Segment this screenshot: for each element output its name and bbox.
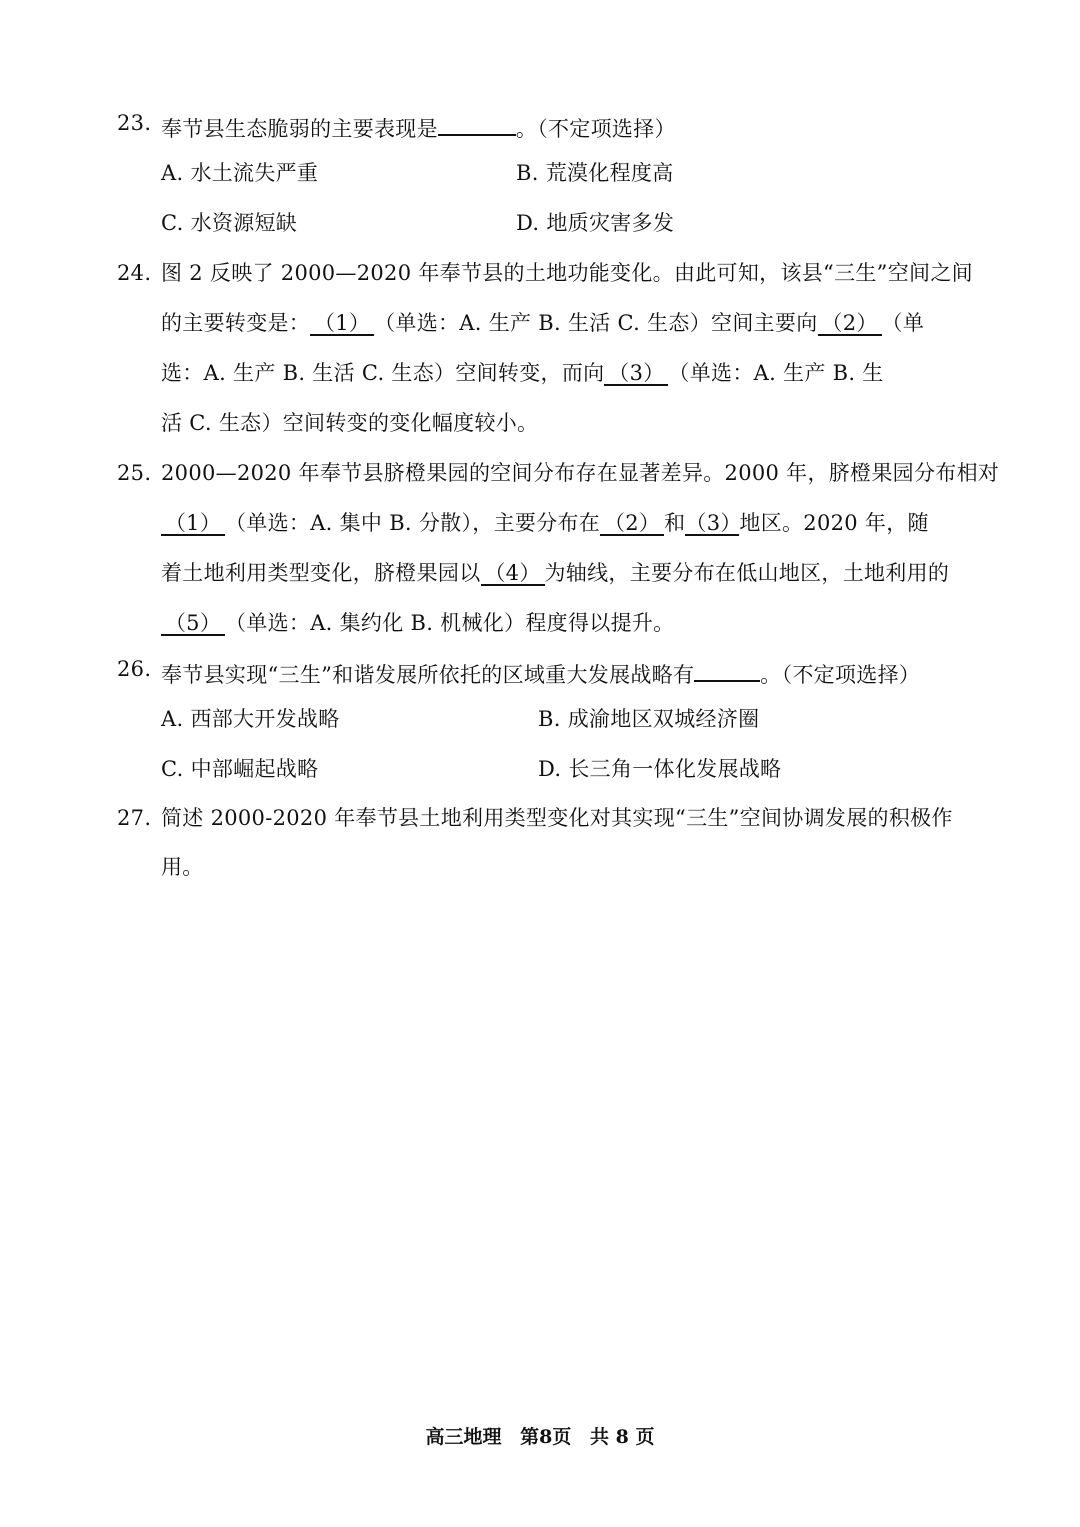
option-text: 中部崛起战略 bbox=[190, 757, 319, 781]
answer-blank-4[interactable]: （4） bbox=[481, 558, 545, 586]
option-key: C. bbox=[161, 757, 184, 781]
text-segment: （单选：A. 生产 B. 生活 C. 生态）空间主要向 bbox=[374, 311, 818, 335]
answer-blank-3[interactable]: （3） bbox=[604, 358, 668, 386]
question-number: 26. bbox=[117, 657, 152, 681]
text-segment: （单 bbox=[881, 311, 925, 335]
question-text-line-2 bbox=[161, 508, 929, 538]
option-text: 荒漠化程度高 bbox=[545, 161, 674, 185]
text-segment: 选：A. 生产 B. 生活 C. 生态）空间转变，而向 bbox=[161, 361, 605, 385]
text-segment: 和 bbox=[664, 511, 686, 535]
option-key: D. bbox=[538, 757, 562, 781]
option-key: B. bbox=[538, 707, 561, 731]
option-text: 西部大开发战略 bbox=[190, 707, 340, 731]
answer-blank-2[interactable]: （2） bbox=[818, 308, 882, 336]
answer-blank[interactable] bbox=[438, 108, 516, 136]
answer-blank-3[interactable]: （3） bbox=[685, 508, 739, 536]
answer-blank-1[interactable]: （1） bbox=[310, 308, 374, 336]
option-key: C. bbox=[161, 211, 184, 235]
question-text-line-1: 简述 2000-2020 年奉节县土地利用类型变化对其实现“三生”空间协调发展的积极作 bbox=[161, 806, 953, 830]
footer-total-pages: 共 8 页 bbox=[590, 1426, 655, 1448]
answer-blank[interactable] bbox=[694, 654, 760, 682]
answer-blank-5[interactable]: （5） bbox=[161, 608, 225, 636]
question-text-line-4: 活 C. 生态）空间转变的变化幅度较小。 bbox=[161, 411, 539, 435]
question-number: 25. bbox=[117, 461, 152, 485]
option-text: 成渝地区双城经济圈 bbox=[567, 707, 760, 731]
text-segment: （单选：A. 集约化 B. 机械化）程度得以提升。 bbox=[225, 611, 675, 635]
question-text-line-3 bbox=[161, 558, 949, 588]
option-key: A. bbox=[161, 707, 184, 731]
footer-subject: 高三地理 bbox=[425, 1426, 502, 1448]
question-text-line-1: 2000—2020 年奉节县脐橙果园的空间分布存在显著差异。2000 年，脐橙果园分布相对 bbox=[161, 461, 1000, 485]
text-segment: 的主要转变是： bbox=[161, 311, 311, 335]
text-segment: （单选：A. 生产 B. 生 bbox=[668, 361, 884, 385]
question-text-line-3 bbox=[161, 358, 884, 388]
option-key: B. bbox=[516, 161, 539, 185]
option-c bbox=[161, 208, 297, 238]
question-number: 27. bbox=[117, 806, 152, 830]
option-text: 水土流失严重 bbox=[190, 161, 319, 185]
question-number: 23. bbox=[117, 111, 152, 135]
text-segment: （单选：A. 集中 B. 分散），主要分布在 bbox=[225, 511, 601, 535]
question-text-line-1: 图 2 反映了 2000—2020 年奉节县的土地功能变化。由此可知，该县“三生”空间之间 bbox=[161, 261, 973, 285]
option-key: D. bbox=[516, 211, 540, 235]
footer-page-number: 第8页 bbox=[520, 1426, 572, 1448]
option-a bbox=[161, 704, 340, 734]
option-a bbox=[161, 158, 318, 188]
page-footer bbox=[0, 1422, 1080, 1449]
option-text: 地质灾害多发 bbox=[546, 211, 675, 235]
option-b bbox=[538, 704, 759, 734]
question-number: 24. bbox=[117, 261, 152, 285]
answer-blank-2[interactable]: （2） bbox=[600, 508, 664, 536]
option-text: 长三角一体化发展战略 bbox=[568, 757, 782, 781]
text-segment: 地区。2020 年，随 bbox=[739, 511, 929, 535]
option-c bbox=[161, 754, 318, 784]
stem-text: 奉节县实现“三生”和谐发展所依托的区域重大发展战略有 bbox=[161, 663, 695, 687]
question-text-line-2 bbox=[161, 308, 924, 338]
text-segment: 为轴线，主要分布在低山地区，土地利用的 bbox=[544, 561, 950, 585]
stem-text: 奉节县生态脆弱的主要表现是 bbox=[161, 117, 438, 141]
stem-suffix: 。（不定项选择） bbox=[515, 117, 676, 141]
option-d bbox=[538, 754, 781, 784]
option-text: 水资源短缺 bbox=[190, 211, 298, 235]
stem-suffix: 。（不定项选择） bbox=[760, 663, 921, 687]
question-stem bbox=[161, 108, 676, 144]
option-key: A. bbox=[161, 161, 184, 185]
answer-blank-1[interactable]: （1） bbox=[161, 508, 225, 536]
question-text-line-4 bbox=[161, 608, 674, 638]
question-stem bbox=[161, 654, 920, 690]
question-text-line-2: 用。 bbox=[161, 855, 204, 879]
option-d bbox=[516, 208, 674, 238]
text-segment: 着土地利用类型变化，脐橙果园以 bbox=[161, 561, 481, 585]
option-b bbox=[516, 158, 674, 188]
